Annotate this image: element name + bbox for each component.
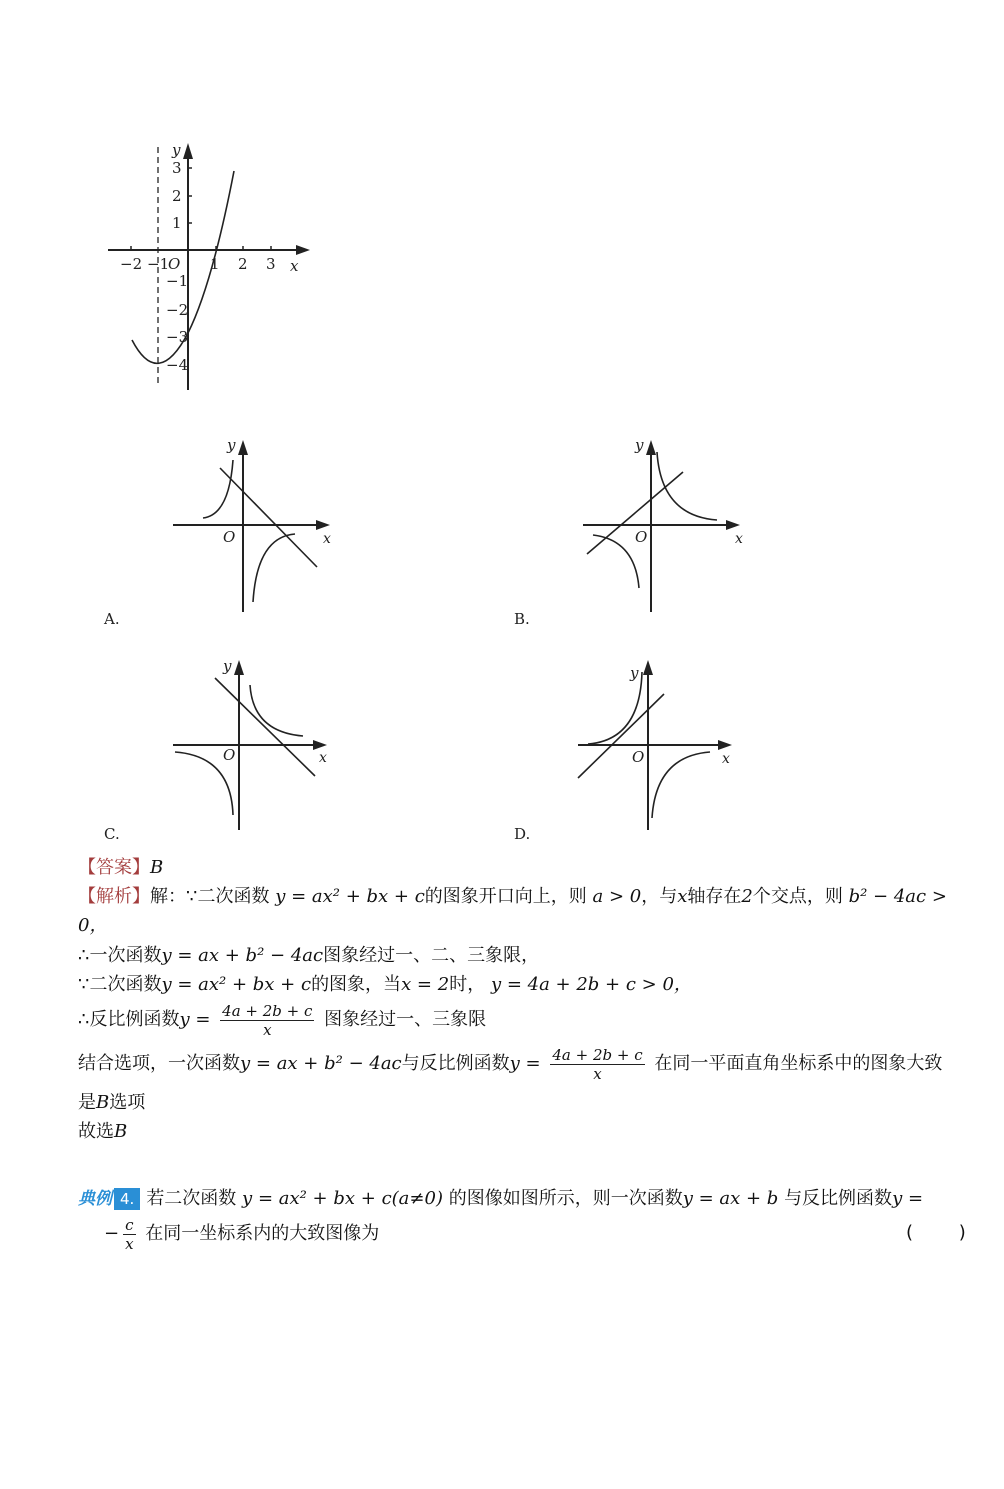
y-tick-label: 1 [172,214,182,232]
answer-value: B [150,857,164,878]
analysis-line-3: ∴一次函数y = ax + b² − 4ac图象经过一、二、三象限， [78,945,540,966]
svg-text:x: x [323,531,331,547]
y-axis-label: y [172,141,181,159]
analysis-line-1: 【解析】解：∵二次函数 y = ax² + bx + c的图象开口向上，则 a > 0，与x轴存在2个交点，则 b² − 4ac > [78,886,947,907]
quadratic-graph [100,135,320,400]
y-tick-label: −3 [166,328,189,346]
x-axis-label: x [290,257,299,275]
option-a-label[interactable]: A. [104,610,120,628]
y-tick-label: −4 [166,356,189,374]
fraction: $\frac{4a + 2b + c}{x}$ [552,1045,643,1083]
x-tick-label: −1 [147,255,170,273]
option-d-label[interactable]: D. [514,825,531,843]
svg-text:x: x [319,750,327,766]
hyperbola-branch [203,460,233,518]
analysis-line-2: 0， [78,915,108,936]
x-tick-label: 3 [266,255,276,273]
linear-line [220,468,317,567]
svg-text:x: x [735,531,743,547]
x-tick-label: −2 [120,255,143,273]
option-b-label[interactable]: B. [514,610,530,628]
answer-tag: 【答案】 [78,857,150,878]
example-line-1: 典例 4. 若二次函数 y = ax² + bx + c(a≠0) 的图像如图所示，则一次函数y = ax + b 与反比例函数y = [78,1186,923,1212]
svg-text:O: O [632,748,645,766]
svg-text:y: y [223,657,232,675]
analysis-line-8: 故选B [78,1121,128,1142]
option-d-graph [570,650,745,835]
svg-text:O: O [635,528,648,546]
svg-text:O: O [223,528,236,546]
x-tick-label: 1 [210,255,220,273]
hyperbola-branch [652,752,710,818]
fraction: $\frac{c}{x}$ [125,1215,134,1253]
option-b-graph [575,430,750,620]
answer-line [78,855,163,881]
example-line-2: − $\frac{c}{x}$ 在同一坐标系内的大致图像为 [104,1215,380,1253]
example-number: 4. [114,1188,140,1210]
y-tick-label: −2 [166,301,189,319]
x-axis-arrow [296,245,310,255]
example-badge: 典例 [78,1189,112,1209]
hyperbola-branch [250,685,303,736]
svg-text:x: x [722,751,730,767]
analysis-line-5: ∴反比例函数y = $\frac{4a + 2b + c}{x}$ 图象经过一、三象限 [78,1001,487,1039]
analysis-line-7: 是B选项 [78,1092,146,1113]
y-tick-label: 3 [172,159,182,177]
option-c-label[interactable]: C. [104,825,120,843]
svg-text:O: O [223,746,236,764]
svg-text:y: y [630,664,639,682]
fraction: $\frac{4a + 2b + c}{x}$ [222,1001,313,1039]
analysis-line-4: ∵二次函数y = ax² + bx + c的图象，当x = 2时， y = 4a + 2b + c > 0， [78,974,692,995]
origin-label: O [168,255,181,273]
y-tick-label: −1 [166,272,189,290]
analysis-line-6: 结合选项，一次函数y = ax + b² − 4ac与反比例函数y = $\frac{4a + 2b + c}{x}$ 在同一平面直角坐标系中的图象大致 [78,1045,943,1083]
x-tick-label: 2 [238,255,248,273]
svg-text:y: y [227,436,236,454]
option-a-graph [165,430,340,620]
linear-line [578,694,664,778]
hyperbola-branch [253,534,295,602]
option-c-graph [165,650,340,835]
hyperbola-branch [588,672,642,744]
svg-text:y: y [635,436,644,454]
analysis-tag: 【解析】 [78,886,150,907]
answer-blank-parens[interactable]: ( ) [906,1222,966,1243]
y-tick-label: 2 [172,187,182,205]
y-axis-arrow [183,143,193,159]
